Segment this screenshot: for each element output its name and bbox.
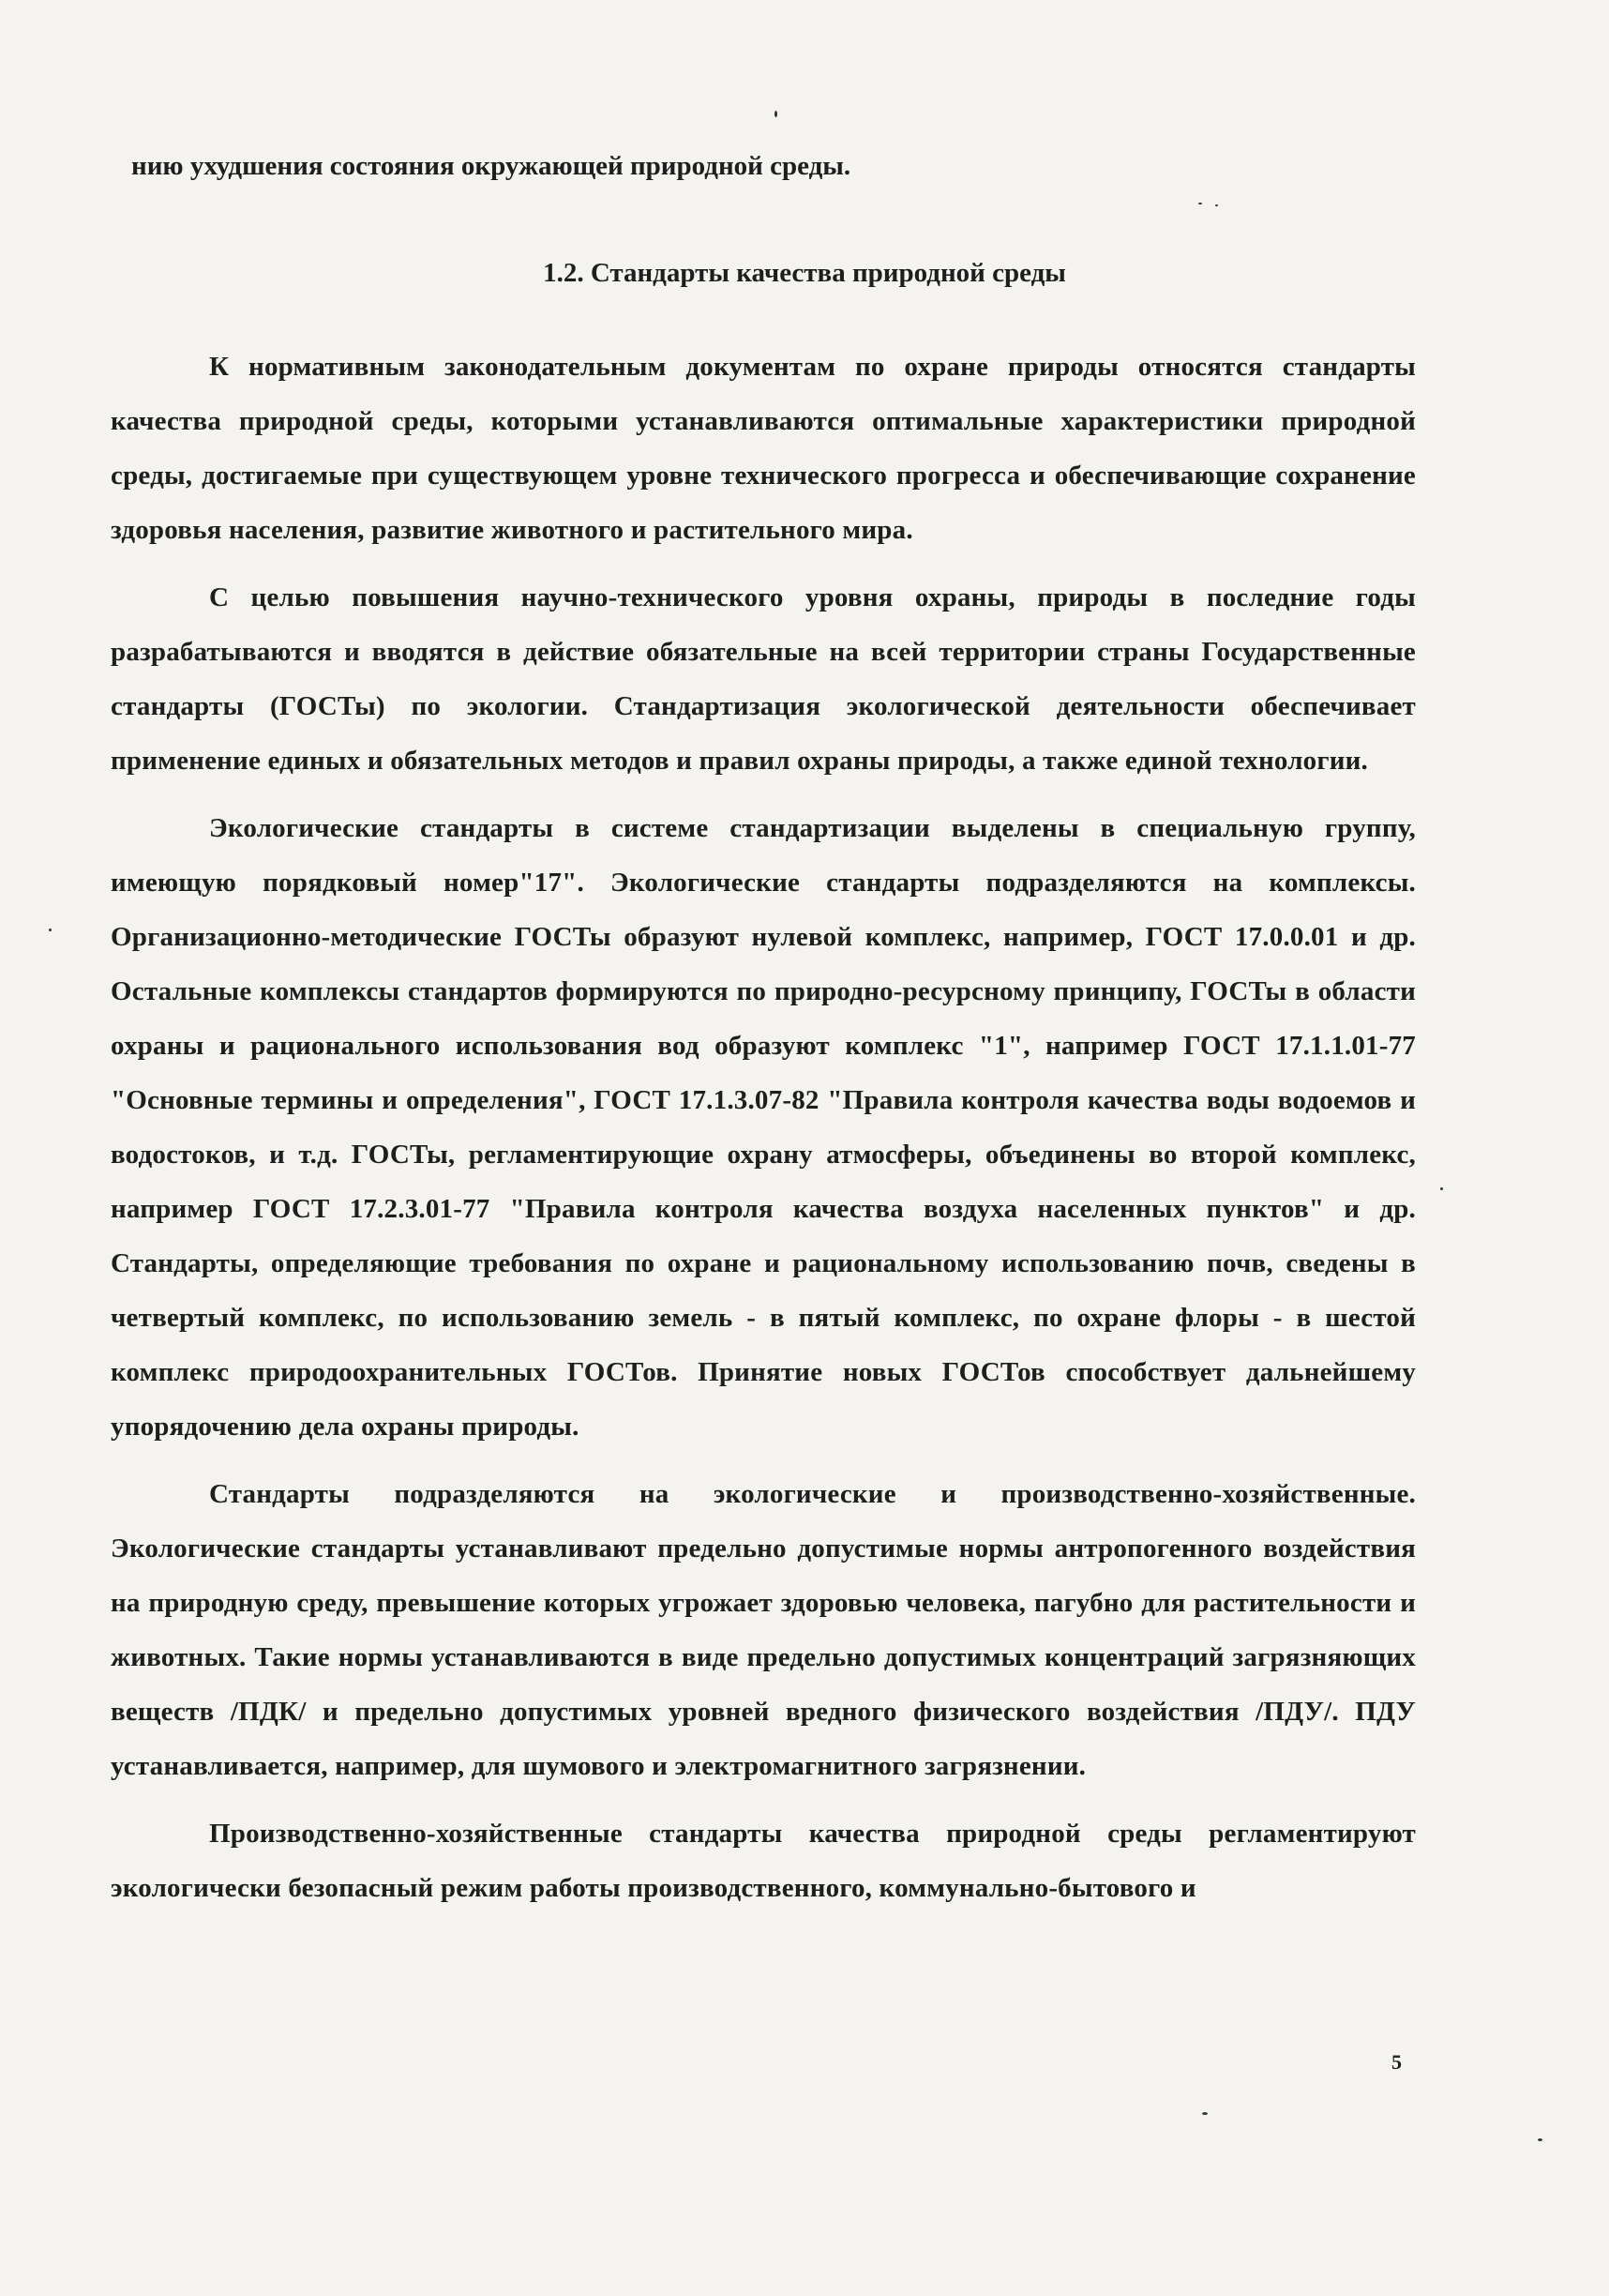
scan-speck	[774, 111, 777, 117]
paragraph-1: К нормативным законодательным документам по охране природы относятся стандарты качества природной среды, которыми устанавливаются оптимальные характеристики природной среды, достигаемые при существующем уровне технического прогресса и обеспечивающие сохранение здоровья населения, развитие животного и растительного мира.	[111, 352, 1416, 545]
paragraph-4: Стандарты подразделяются на экологические и производственно-хозяйственные. Экологические стандарты устанавливают предельно допустимые нормы антропогенного воздействия на природную среду, превышение которых угрожает здоровью человека, пагубно для растительности и животных. Такие нормы устанавливаются в виде предельно допустимых концентраций загрязняющих веществ /ПДК/ и предельно допустимых уровней вредного физического воздействия /ПДУ/. ПДУ устанавливается, например, для шумового и электромагнитного загрязнении.	[111, 1479, 1416, 1781]
scan-speck	[1538, 2138, 1542, 2141]
scan-speck	[1215, 204, 1218, 206]
scan-speck	[1198, 203, 1202, 204]
page-number: 5	[1391, 2050, 1402, 2074]
paragraph-3: Экологические стандарты в системе стандартизации выделены в специальную группу, имеющую порядковый номер"17". Экологические стандарты подразделяются на комплексы. Организационно-методические ГОСТы образуют нулевой комплекс, например, ГОСТ 17.0.0.01 и др. Остальные комплексы стандартов формируются по природно-ресурсному принципу, ГОСТы в области охраны и рационального использования вод образуют комплекс "1", например ГОСТ 17.1.1.01-77 "Основные термины и определения", ГОСТ 17.1.3.07-82 "Правила контроля качества воды водоемов и водостоков, и т.д. ГОСТы, регламентирующие охрану атмосферы, объединены во второй комплекс, например ГОСТ 17.2.3.01-77 "Правила контроля качества воздуха населенных пунктов" и др. Стандарты, определяющие требования по охране и рациональному использованию почв, сведены в четвертый комплекс, по использованию земель - в пятый комплекс, по охране флоры - в шестой комплекс природоохранительных ГОСТов. Принятие новых ГОСТов способствует дальнейшему упорядочению дела охраны природы.	[111, 813, 1416, 1442]
scan-speck	[1202, 2112, 1208, 2115]
paragraph-2: С целью повышения научно-технического уровня охраны, природы в последние годы разрабатываются и вводятся в действие обязательные на всей территории страны Государственные стандарты (ГОСТы) по экологии. Стандартизация экологической деятельности обеспечивает применение единых и обязательных методов и правил охраны природы, а также единой технологии.	[111, 582, 1416, 776]
scan-speck	[1440, 1187, 1443, 1190]
continuation-line: нию ухудшения состояния окружающей природной среды.	[131, 151, 851, 181]
scan-speck	[49, 929, 52, 931]
body-text	[111, 340, 1416, 1928]
section-heading: 1.2. Стандарты качества природной среды	[543, 258, 1066, 288]
paragraph-5: Производственно-хозяйственные стандарты качества природной среды регламентируют экологически безопасный режим работы производственного, коммунально-бытового и	[111, 1819, 1416, 1903]
